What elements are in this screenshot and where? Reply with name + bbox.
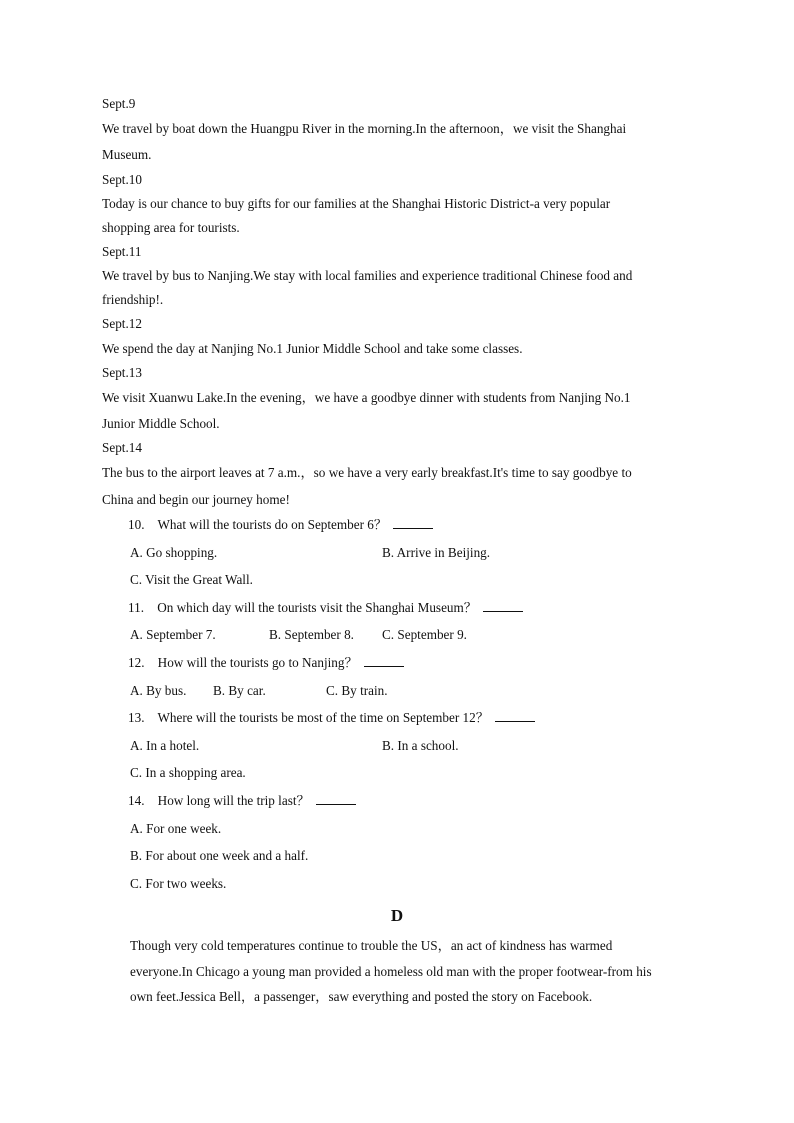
question-text: What will the tourists do on September 6？	[157, 517, 388, 532]
answer-blank[interactable]	[495, 710, 535, 722]
date-label: Sept.11	[102, 244, 142, 259]
section-heading: D	[390, 906, 404, 925]
option-b[interactable]: B. For about one week and a half.	[130, 848, 309, 863]
itinerary-text: We visit Xuanwu Lake.In the evening，we have a goodbye dinner with students from Nanjing No.1	[102, 390, 631, 405]
answer-blank[interactable]	[393, 517, 433, 529]
option-b[interactable]: B. Arrive in Beijing.	[382, 545, 491, 560]
question-number: 10.	[128, 517, 145, 532]
question-11	[128, 600, 523, 616]
itinerary-text: Junior Middle School.	[102, 416, 220, 431]
question-10	[128, 517, 433, 533]
question-text: On which day will the tourists visit the Shanghai Museum？	[157, 600, 477, 615]
itinerary-text: We travel by bus to Nanjing.We stay with local families and experience traditional Chinese food and	[102, 268, 633, 283]
itinerary-text: Today is our chance to buy gifts for our families at the Shanghai Historic District-a very popular	[102, 196, 611, 211]
itinerary-text: We travel by boat down the Huangpu River in the morning.In the afternoon，we visit the Shanghai	[102, 121, 627, 136]
itinerary-text: China and begin our journey home!	[102, 492, 290, 507]
question-number: 11.	[128, 600, 144, 615]
date-label: Sept.10	[102, 172, 142, 187]
option-a[interactable]: A. For one week.	[130, 821, 222, 836]
question-text: Where will the tourists be most of the time on September 12？	[157, 710, 489, 725]
itinerary-text: shopping area for tourists.	[102, 220, 240, 235]
question-12	[128, 655, 404, 671]
option-c[interactable]: C. Visit the Great Wall.	[130, 572, 253, 587]
answer-blank[interactable]	[364, 655, 404, 667]
passage-text: everyone.In Chicago a young man provided a homeless old man with the proper footwear-from his	[130, 964, 652, 979]
date-label: Sept.12	[102, 316, 142, 331]
question-13	[128, 710, 535, 726]
itinerary-text: friendship!.	[102, 292, 164, 307]
itinerary-text: Museum.	[102, 147, 152, 162]
option-a[interactable]: A. In a hotel.	[130, 738, 200, 753]
question-number: 13.	[128, 710, 145, 725]
question-number: 12.	[128, 655, 145, 670]
question-number: 14.	[128, 793, 145, 808]
question-14	[128, 793, 356, 809]
option-a[interactable]: A. September 7.	[130, 627, 216, 642]
option-b[interactable]: B. September 8.	[269, 627, 354, 642]
date-label: Sept.13	[102, 365, 142, 380]
answer-blank[interactable]	[316, 793, 356, 805]
option-c[interactable]: C. By train.	[326, 683, 388, 698]
date-label: Sept.14	[102, 440, 142, 455]
option-b[interactable]: B. In a school.	[382, 738, 459, 753]
option-c[interactable]: C. September 9.	[382, 627, 467, 642]
option-b[interactable]: B. By car.	[213, 683, 266, 698]
option-a[interactable]: A. Go shopping.	[130, 545, 218, 560]
answer-blank[interactable]	[483, 600, 523, 612]
itinerary-text: We spend the day at Nanjing No.1 Junior Middle School and take some classes.	[102, 341, 523, 356]
itinerary-text: The bus to the airport leaves at 7 a.m.，so we have a very early breakfast.It's time to say goodbye to	[102, 465, 632, 480]
option-c[interactable]: C. For two weeks.	[130, 876, 227, 891]
option-a[interactable]: A. By bus.	[130, 683, 187, 698]
question-text: How will the tourists go to Nanjing？	[157, 655, 358, 670]
passage-text: Though very cold temperatures continue to trouble the US，an act of kindness has warmed	[130, 938, 613, 953]
passage-text: own feet.Jessica Bell，a passenger，saw everything and posted the story on Facebook.	[130, 989, 593, 1004]
option-c[interactable]: C. In a shopping area.	[130, 765, 246, 780]
question-text: How long will the trip last？	[157, 793, 310, 808]
date-label: Sept.9	[102, 96, 136, 111]
